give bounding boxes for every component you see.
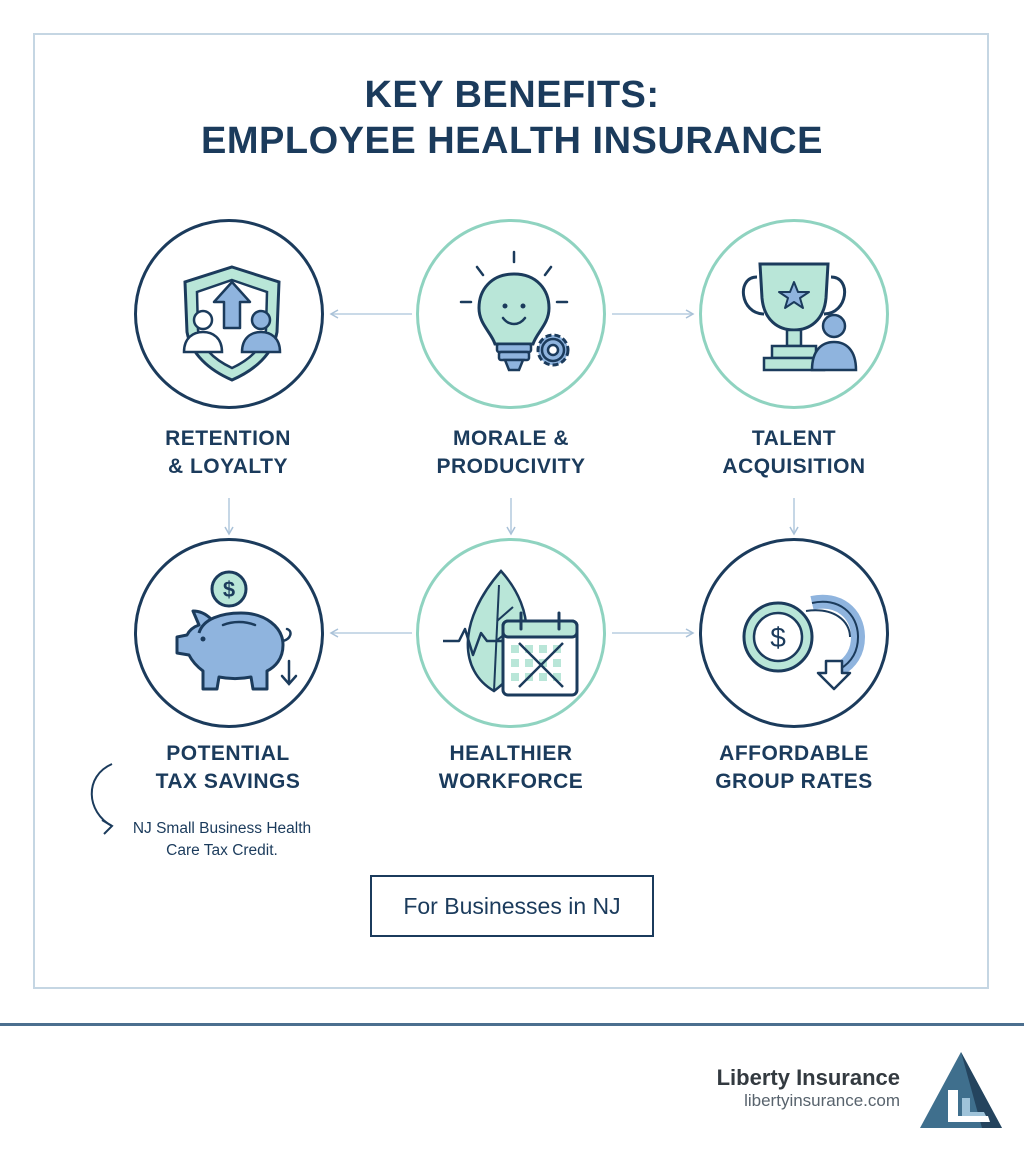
title-line-1: KEY BENEFITS: <box>364 74 660 116</box>
benefit-circle-morale <box>416 219 606 409</box>
svg-text:$: $ <box>770 622 786 653</box>
benefit-label-line-1: TALENT <box>751 427 837 450</box>
region-badge: For Businesses in NJ <box>370 875 654 937</box>
benefit-label-talent <box>674 425 914 481</box>
benefit-label-line-1: RETENTION <box>165 427 291 450</box>
trophy-person-icon <box>702 222 892 412</box>
svg-text:$: $ <box>222 577 236 602</box>
benefit-circle-workforce <box>416 538 606 728</box>
benefit-label-line-2: TAX SAVINGS <box>155 770 301 793</box>
benefit-label-retention <box>108 425 348 481</box>
coin-arrow-icon <box>702 541 892 731</box>
piggy-bank-icon <box>137 541 327 731</box>
title-line-2: EMPLOYEE HEALTH INSURANCE <box>201 120 823 162</box>
benefit-circle-talent <box>699 219 889 409</box>
benefit-label-line-2: GROUP RATES <box>715 770 873 793</box>
benefit-circle-tax <box>134 538 324 728</box>
benefit-label-line-2: PRODUCIVITY <box>436 455 586 478</box>
benefit-label-line-1: MORALE & <box>453 427 569 450</box>
benefit-circle-retention <box>134 219 324 409</box>
leaf-calendar-icon <box>419 541 609 731</box>
tax-credit-note-line-2: Care Tax Credit. <box>166 842 278 859</box>
tax-credit-note-line-1: NJ Small Business Health <box>132 820 312 837</box>
brand-name: Liberty Insurance <box>716 1065 900 1090</box>
benefit-label-rates <box>674 740 914 796</box>
shield-people-arrow-icon <box>137 222 327 412</box>
benefit-label-workforce <box>391 740 631 796</box>
brand-url: libertyinsurance.com <box>744 1091 900 1110</box>
tax-credit-note <box>112 818 332 862</box>
benefit-circle-rates <box>699 538 889 728</box>
lightbulb-gear-icon <box>419 222 609 412</box>
benefit-label-line-1: AFFORDABLE <box>719 742 869 765</box>
benefit-label-morale <box>391 425 631 481</box>
benefit-label-line-1: POTENTIAL <box>166 742 290 765</box>
footer-divider <box>0 1023 1024 1026</box>
liberty-logo-icon <box>918 1050 1004 1130</box>
benefit-label-line-1: HEALTHIER <box>449 742 573 765</box>
benefit-label-line-2: WORKFORCE <box>438 770 584 793</box>
benefit-label-line-2: ACQUISITION <box>722 455 866 478</box>
benefit-label-tax <box>108 740 348 796</box>
benefit-label-line-2: & LOYALTY <box>167 455 288 478</box>
